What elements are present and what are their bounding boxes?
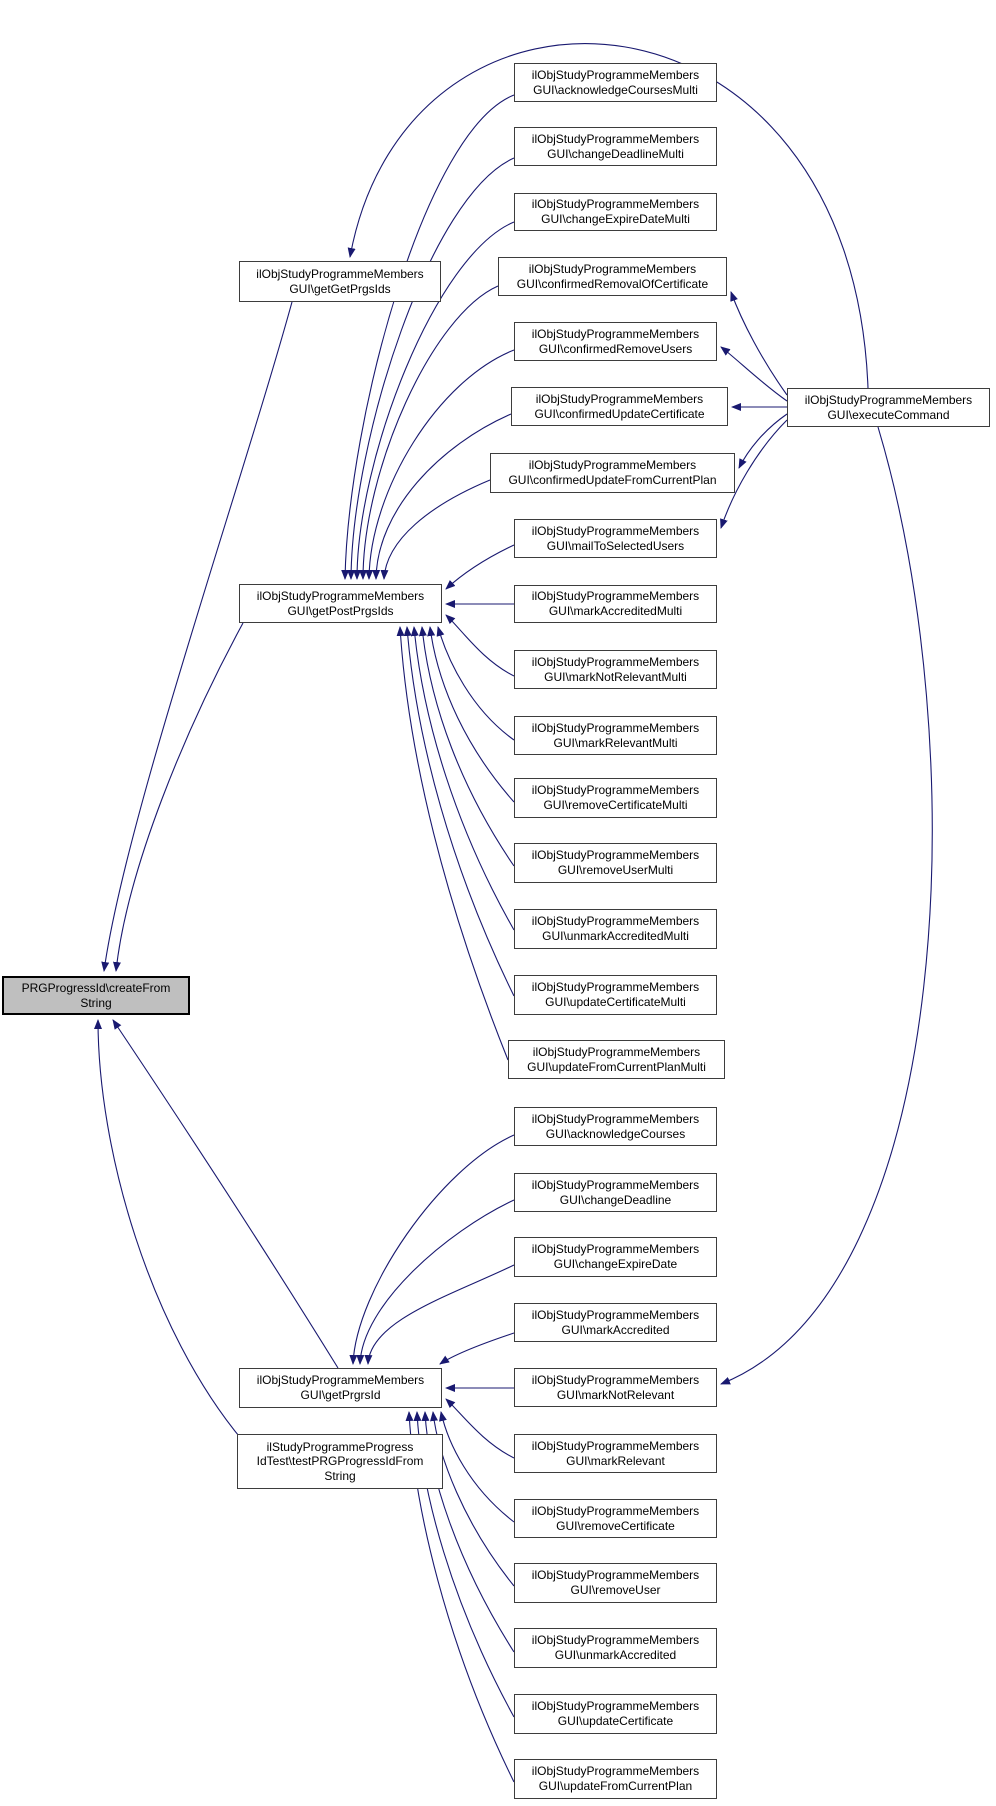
node-unmark-accredited-multi[interactable] — [514, 909, 717, 949]
node-mark-relevant[interactable] — [514, 1434, 717, 1473]
node-label: ilObjStudyProgrammeMembers — [256, 588, 425, 603]
node-label: GUI\getPostPrgsIds — [287, 603, 394, 618]
edge-update-certificate-multi--get-post-prgs-ids — [407, 627, 514, 996]
edge-update-from-current-plan-multi--get-post-prgs-ids — [400, 627, 508, 1060]
node-label: GUI\confirmedRemovalOfCertificate — [516, 276, 709, 291]
node-label: PRGProgressId\createFrom — [21, 980, 171, 995]
node-label: ilObjStudyProgrammeMembers — [531, 1438, 700, 1453]
node-label: ilObjStudyProgrammeMembers — [531, 1307, 700, 1322]
edge-acknowledge-courses--get-prgrs-id — [353, 1135, 514, 1364]
node-label: ilObjStudyProgrammeMembers — [531, 1503, 700, 1518]
node-change-deadline-multi[interactable] — [514, 127, 717, 166]
edge-change-deadline--get-prgrs-id — [360, 1200, 514, 1364]
node-label: GUI\getPrgrsId — [300, 1388, 381, 1402]
node-update-certificate[interactable] — [514, 1694, 717, 1734]
node-label: ilObjStudyProgrammeMembers — [531, 654, 700, 669]
node-label: ilObjStudyProgrammeMembers — [804, 392, 973, 407]
node-label: ilObjStudyProgrammeMembers — [531, 1633, 700, 1648]
node-label: ilObjStudyProgrammeMembers — [256, 1373, 425, 1388]
node-label: GUI\updateFromCurrentPlan — [538, 1779, 693, 1793]
edge-get-prgrs-id--create-from-string — [113, 1020, 338, 1368]
node-label: GUI\confirmedUpdateFromCurrentPlan — [508, 473, 717, 487]
node-label: GUI\removeCertificate — [556, 1518, 675, 1533]
node-label: GUI\getGetPrgsIds — [289, 281, 391, 296]
node-label: GUI\changeDeadlineMulti — [547, 146, 684, 161]
node-label: GUI\acknowledgeCourses — [545, 1126, 686, 1141]
node-label: ilObjStudyProgrammeMembers — [531, 197, 700, 212]
node-label: ilObjStudyProgrammeMembers — [531, 783, 700, 798]
node-mark-not-relevant[interactable] — [514, 1368, 717, 1407]
node-label: GUI\confirmedUpdateCertificate — [534, 406, 705, 421]
node-label: GUI\unmarkAccreditedMulti — [542, 929, 689, 943]
node-acknowledge-courses-multi[interactable] — [514, 63, 717, 102]
node-remove-certificate[interactable] — [514, 1499, 717, 1538]
node-update-from-current-plan[interactable] — [514, 1759, 717, 1799]
node-label: ilObjStudyProgrammeMembers — [531, 980, 700, 995]
node-label: GUI\markRelevantMulti — [553, 735, 678, 750]
node-label: ilObjStudyProgrammeMembers — [531, 326, 700, 341]
node-label: ilObjStudyProgrammeMembers — [531, 1568, 700, 1583]
node-mark-not-relevant-multi[interactable] — [514, 650, 717, 689]
node-label: ilObjStudyProgrammeMembers — [531, 1111, 700, 1126]
node-label: GUI\acknowledgeCoursesMulti — [533, 82, 698, 97]
edge-mark-not-relevant-multi--get-post-prgs-ids — [446, 615, 514, 676]
node-label: ilObjStudyProgrammeMembers — [531, 131, 700, 146]
node-change-expire-date[interactable] — [514, 1237, 717, 1277]
node-change-expire-date-multi[interactable] — [514, 193, 717, 231]
node-mail-to-selected-users[interactable] — [514, 519, 717, 558]
node-label: ilObjStudyProgrammeMembers — [531, 1764, 700, 1779]
edge-execute-command--confirmed-remove-users — [721, 347, 787, 401]
edge-remove-user-multi--get-post-prgs-ids — [422, 627, 514, 866]
node-update-certificate-multi[interactable] — [514, 975, 717, 1015]
node-mark-accredited[interactable] — [514, 1303, 717, 1342]
node-label: String — [324, 1468, 356, 1483]
node-test-prg-progress-id-from-string[interactable] — [237, 1434, 443, 1489]
node-label: ilObjStudyProgrammeMembers — [531, 914, 700, 929]
edge-remove-certificate-multi--get-post-prgs-ids — [430, 627, 514, 802]
edge-confirmed-update-certificate--get-post-prgs-ids — [376, 414, 511, 579]
edge-execute-command--confirmed-update-from-current-plan — [739, 414, 787, 468]
node-remove-certificate-multi[interactable] — [514, 778, 717, 818]
node-label: IdTest\testPRGProgressIdFrom — [256, 1454, 424, 1469]
node-get-prgrs-id[interactable] — [239, 1368, 442, 1408]
node-label: GUI\confirmedRemoveUsers — [538, 341, 693, 356]
node-label: GUI\markAccredited — [561, 1322, 670, 1337]
node-get-post-prgs-ids[interactable] — [239, 584, 442, 623]
node-label: GUI\removeUser — [570, 1583, 661, 1597]
node-label: ilObjStudyProgrammeMembers — [531, 523, 700, 538]
node-label: String — [80, 995, 112, 1010]
node-label: ilObjStudyProgrammeMembers — [528, 458, 697, 473]
node-remove-user-multi[interactable] — [514, 843, 717, 883]
node-get-get-prgs-ids[interactable] — [239, 261, 441, 302]
edge-test-prg-progress-id-from-string--create-from-string — [98, 1020, 243, 1441]
node-create-from-string — [2, 976, 190, 1015]
node-unmark-accredited[interactable] — [514, 1628, 717, 1668]
edge-mark-relevant--get-prgrs-id — [446, 1399, 514, 1458]
node-mark-accredited-multi[interactable] — [514, 585, 717, 623]
node-confirmed-update-from-current-plan[interactable] — [490, 453, 735, 493]
node-label: GUI\markNotRelevantMulti — [544, 669, 687, 684]
node-label: GUI\changeExpireDateMulti — [541, 212, 690, 226]
node-confirmed-update-certificate[interactable] — [511, 387, 728, 426]
edge-acknowledge-courses-multi--get-post-prgs-ids — [345, 95, 514, 579]
node-remove-user[interactable] — [514, 1563, 717, 1603]
node-execute-command[interactable] — [787, 388, 990, 427]
node-label: GUI\removeUserMulti — [557, 863, 674, 877]
node-label: GUI\updateCertificateMulti — [545, 995, 686, 1009]
node-label: GUI\changeDeadline — [559, 1192, 672, 1207]
node-label: ilObjStudyProgrammeMembers — [528, 261, 697, 276]
node-label: GUI\executeCommand — [827, 407, 950, 422]
edge-remove-certificate--get-prgrs-id — [441, 1412, 514, 1522]
node-label: GUI\markAccreditedMulti — [548, 604, 683, 618]
node-label: ilObjStudyProgrammeMembers — [531, 589, 700, 604]
node-confirmed-remove-users[interactable] — [514, 322, 717, 361]
edge-remove-user--get-prgrs-id — [433, 1412, 514, 1586]
node-label: GUI\markRelevant — [566, 1453, 665, 1468]
edge-confirmed-update-from-current-plan--get-post-prgs-ids — [384, 480, 490, 579]
edge-mark-relevant-multi--get-post-prgs-ids — [438, 627, 514, 740]
node-acknowledge-courses[interactable] — [514, 1107, 717, 1146]
node-update-from-current-plan-multi[interactable] — [508, 1040, 725, 1079]
node-change-deadline[interactable] — [514, 1173, 717, 1212]
edge-execute-command--mark-not-relevant — [721, 427, 932, 1384]
edge-get-get-prgs-ids--create-from-string — [104, 302, 292, 971]
node-label: ilObjStudyProgrammeMembers — [531, 1699, 700, 1714]
node-label: GUI\unmarkAccredited — [554, 1648, 677, 1662]
node-confirmed-removal-of-certificate[interactable] — [498, 257, 727, 296]
node-label: ilObjStudyProgrammeMembers — [531, 1372, 700, 1387]
node-mark-relevant-multi[interactable] — [514, 716, 717, 755]
edge-mark-accredited--get-prgrs-id — [440, 1333, 514, 1364]
node-label: GUI\updateCertificate — [557, 1714, 674, 1728]
node-label: ilObjStudyProgrammeMembers — [531, 1242, 700, 1257]
node-label: ilObjStudyProgrammeMembers — [531, 848, 700, 863]
node-label: ilObjStudyProgrammeMembers — [531, 67, 700, 82]
node-label: ilObjStudyProgrammeMembers — [531, 1177, 700, 1192]
node-label: ilObjStudyProgrammeMembers — [535, 391, 704, 406]
edge-confirmed-removal-of-certificate--get-post-prgs-ids — [363, 286, 498, 579]
node-label: ilObjStudyProgrammeMembers — [531, 720, 700, 735]
node-label: GUI\removeCertificateMulti — [543, 798, 688, 812]
node-label: GUI\updateFromCurrentPlanMulti — [527, 1059, 706, 1074]
node-label: ilStudyProgrammeProgress — [266, 1439, 414, 1454]
node-label: ilObjStudyProgrammeMembers — [256, 266, 424, 281]
node-label: ilObjStudyProgrammeMembers — [532, 1044, 701, 1059]
node-label: GUI\changeExpireDate — [553, 1257, 678, 1271]
edge-mail-to-selected-users--get-post-prgs-ids — [446, 545, 514, 589]
node-label: GUI\markNotRelevant — [556, 1387, 675, 1402]
node-label: GUI\mailToSelectedUsers — [546, 538, 685, 553]
edge-change-expire-date--get-prgrs-id — [368, 1265, 514, 1364]
